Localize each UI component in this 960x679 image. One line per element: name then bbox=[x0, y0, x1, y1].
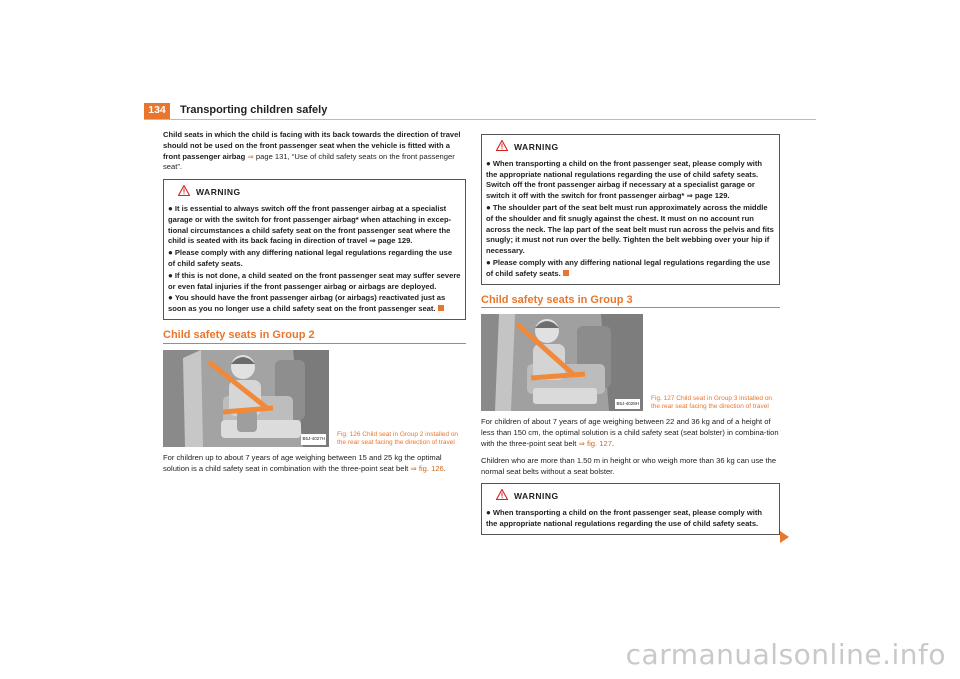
warning-bullet bbox=[486, 159, 775, 202]
warning-title: WARNING bbox=[514, 491, 559, 502]
warning-triangle-icon bbox=[496, 140, 508, 155]
figure-reference-link[interactable]: ⇒ fig. 126 bbox=[410, 463, 444, 473]
figure-code: B5J-4028H bbox=[615, 399, 640, 410]
warning-box-1 bbox=[163, 179, 466, 320]
figure-caption-126: Fig. 126 Child seat in Group 2 installed on the rear seat facing the direction of travel bbox=[337, 430, 459, 446]
figure-code: B5J-4027H bbox=[301, 434, 326, 445]
group-3-body-2: Children who are more than 1.50 m in height or who weigh more than 36 kg can use the normal seat belts without a seat bolster. bbox=[481, 455, 777, 476]
section-rule bbox=[163, 343, 466, 344]
figure-caption-127: Fig. 127 Child seat in Group 3 installed on the rear seat facing the direction of travel bbox=[651, 395, 773, 411]
continue-next-page-arrow-icon[interactable] bbox=[780, 531, 789, 543]
warning-text: The shoulder part of the seat belt must run approximately across the middle of the shoulder and fit snugly against the chest. It must on no account run across the neck. The lap part of the seat belt must run across the pelvis and fits snugly; it must not run over the belly. Tighten the belt webbing over your hip if necessary. bbox=[486, 202, 774, 256]
intro-bold-text: Child seats in which the child is facing with its back towards the direction of travel should not be used on the front passenger seat when the vehicle is fitted with a front passenger airbag bbox=[163, 130, 461, 161]
warning-text: When transporting a child on the front passenger seat, please comply with the appropriate national regulations regarding the use of child safety seats. Switch off the front passenger airbag if necessary at a specialist garage or switch it off with the switch for front passenger airbag* bbox=[486, 158, 763, 201]
warning-text: Please comply with any differing national legal regulations regarding the use of child safety seats. bbox=[168, 248, 453, 268]
bullet-icon: ● bbox=[168, 270, 173, 280]
figure-image-group-2 bbox=[163, 350, 329, 447]
warning-triangle-icon bbox=[178, 185, 190, 200]
warning-title: WARNING bbox=[196, 187, 241, 198]
section-rule bbox=[481, 307, 780, 308]
page-reference-link[interactable]: ⇒ page 129. bbox=[686, 191, 730, 201]
page-reference-link[interactable]: ⇒ page 129. bbox=[369, 236, 413, 246]
section-end-mark-icon bbox=[438, 305, 444, 311]
group-3-body-1 bbox=[481, 417, 780, 449]
child-seat-group-3-illustration bbox=[481, 314, 643, 411]
body-text-end: . bbox=[443, 463, 446, 473]
bullet-icon: ● bbox=[486, 257, 491, 267]
bullet-icon: ● bbox=[486, 158, 491, 168]
warning-text: You should have the front passenger airbag (or airbags) reactivated just as soon as you no longer use a child safety seat on the front passenger seat. bbox=[168, 293, 446, 314]
warning-box-3 bbox=[481, 483, 780, 534]
site-watermark: carmanualsonline.info bbox=[625, 638, 946, 671]
warning-text: If this is not done, a child seated on the front passenger seat may suffer severe or even fatal injuries if the front passenger airbag or airbags are deployed. bbox=[168, 270, 461, 291]
figure-reference-link[interactable]: ⇒ fig. 127 bbox=[578, 438, 612, 448]
child-seat-group-2-illustration bbox=[163, 350, 329, 447]
right-column bbox=[481, 134, 780, 543]
warning-bullet bbox=[486, 203, 775, 257]
warning-bullet bbox=[486, 508, 775, 530]
bullet-icon: ● bbox=[486, 508, 491, 518]
header-rule bbox=[144, 119, 816, 120]
bullet-icon: ● bbox=[486, 202, 491, 212]
xref-arrow: ⇒ bbox=[247, 151, 254, 161]
section-title-group-2: Child safety seats in Group 2 bbox=[163, 328, 315, 341]
body-text: For children up to about 7 years of age weighing between 15 and 25 kg the optimal solution is a child safety seat in combination with the three-point seat belt bbox=[163, 452, 442, 473]
section-end-mark-icon bbox=[563, 270, 569, 276]
body-text: For children of about 7 years of age weighing between 22 and 36 kg and of a height of less than 150 cm, the optimal solution is a child safety seat (seat bolster) in combina-tion with the three-point seat belt bbox=[481, 417, 779, 448]
running-header-title: Transporting children safely bbox=[180, 104, 328, 116]
warning-box-2 bbox=[481, 134, 780, 285]
left-column bbox=[163, 130, 466, 480]
warning-text: Please comply with any differing national legal regulations regarding the use of child safety seats. bbox=[486, 257, 771, 278]
warning-bullet bbox=[486, 258, 775, 280]
figure-image-group-3 bbox=[481, 314, 643, 411]
intro-reference-text[interactable]: page 131, “Use of child safety seats on the front passenger seat”. bbox=[163, 151, 455, 172]
warning-text: It is essential to always switch off the front passenger airbag at a specialist garage or with the switch for front passenger airbag* when attaching in excep-tional circumstances a child safety seat on the front passenger seat where the child is seated with its back facing in direction of travel bbox=[168, 203, 452, 246]
bullet-icon: ● bbox=[168, 203, 173, 213]
figure-126 bbox=[163, 350, 466, 447]
warning-bullet bbox=[168, 204, 461, 247]
warning-bullet bbox=[168, 248, 461, 270]
group-2-body bbox=[163, 453, 466, 475]
bullet-icon: ● bbox=[168, 293, 173, 303]
body-text-end: . bbox=[611, 438, 615, 448]
warning-title: WARNING bbox=[514, 142, 559, 152]
page-number: 134 bbox=[148, 104, 166, 116]
section-title-group-3: Child safety seats in Group 3 bbox=[481, 293, 633, 306]
bullet-icon: ● bbox=[168, 248, 173, 258]
warning-bullet bbox=[168, 293, 461, 315]
figure-127 bbox=[481, 314, 780, 411]
warning-bullet bbox=[168, 271, 461, 293]
intro-paragraph bbox=[163, 130, 466, 173]
warning-text: When transporting a child on the front passenger seat, please comply with the appropriate national regulations regarding the use of child safety seats. bbox=[486, 508, 763, 528]
warning-triangle-icon bbox=[496, 489, 508, 504]
